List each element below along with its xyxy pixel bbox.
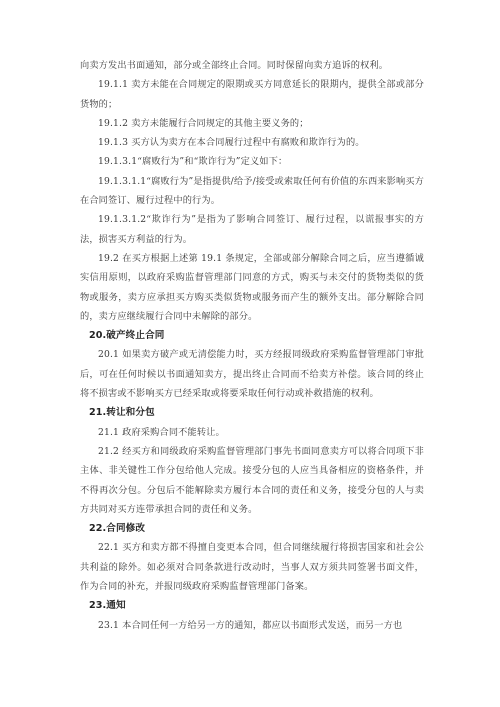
paragraph-19-1-3-1: 19.1.3.1“腐败行为”和“欺诈行为”定义如下：: [98, 156, 288, 168]
section-heading-23: 23.通知: [89, 600, 126, 612]
document-body: [80, 56, 424, 635]
paragraph-19-1-3: 19.1.3 买方认为卖方在本合同履行过程中有腐败和欺诈行为的。: [98, 137, 365, 149]
section-heading-22: 22.合同修改: [89, 523, 146, 535]
paragraph-19-1-1: 19.1.1 卖方未能在合同规定的限期或买方同意延长的限期内，提供全部或部分货物的；: [80, 79, 424, 110]
section-heading-21: 21.转让和分包: [89, 407, 155, 419]
paragraph-19-1-3-1-1: 19.1.3.1.1“腐败行为”是指提供/给予/接受或索取任何有价值的东西来影响买方在合同签订、履行过程中的行为。: [80, 175, 424, 207]
paragraph-19-1-3-1-2: 19.1.3.1.2“欺诈行为”是指为了影响合同签订、履行过程，以谎报事实的方法，损害买方利益的行为。: [80, 214, 424, 245]
section-heading-20: 20.破产终止合同: [89, 330, 165, 342]
paragraph-20-1: 20.1 如果卖方破产或无清偿能力时，买方经报同级政府采购监督管理部门审批后，可在任何时候以书面通知卖方，提出终止合同而不给卖方补偿。该合同的终止将不损害或不影响买方已经采取或将要采取任何行动或补救措施的权利。: [80, 349, 424, 400]
paragraph-21-1: 21.1 政府采购合同不能转让。: [98, 426, 225, 438]
paragraph-21-2: 21.2 经买方和同级政府采购监督管理部门事先书面同意卖方可以将合同项下非主体、非关键性工作分包给他人完成。接受分包的人应当具备相应的资格条件，并不得再次分包。分包后不能解除卖方履行本合同的责任和义务，接受分包的人与卖方共同对买方连带承担合同的责任和义务。: [80, 445, 424, 515]
paragraph-23-1: 23.1 本合同任何一方给另一方的通知，都应以书面形式发送，而另一方也: [98, 619, 403, 631]
paragraph-22-1: 22.1 买方和卖方都不得擅自变更本合同，但合同继续履行将损害国家和社会公共利益的除外。如必须对合同条款进行改动时，当事人双方须共同签署书面文件，作为合同的补充，并报同级政府采购监督管理部门备案。: [80, 542, 424, 593]
paragraph-19-1-2: 19.1.2 卖方未能履行合同规定的其他主要义务的；: [98, 117, 309, 129]
paragraph-19-2: 19.2 在买方根据上述第 19.1 条规定，全部或部分解除合同之后，应当遵循诚实信用原则，以政府采购监督管理部门同意的方式，购买与未交付的货物类似的货物或服务，卖方应承担买方购买类似货物或服务而产生的额外支出。部分解除合同的，卖方应继续履行合同中未解除的部分。: [80, 252, 424, 322]
paragraph-termination-notice: 向卖方发出书面通知，部分或全部终止合同。同时保留向卖方追诉的权利。: [80, 60, 389, 71]
